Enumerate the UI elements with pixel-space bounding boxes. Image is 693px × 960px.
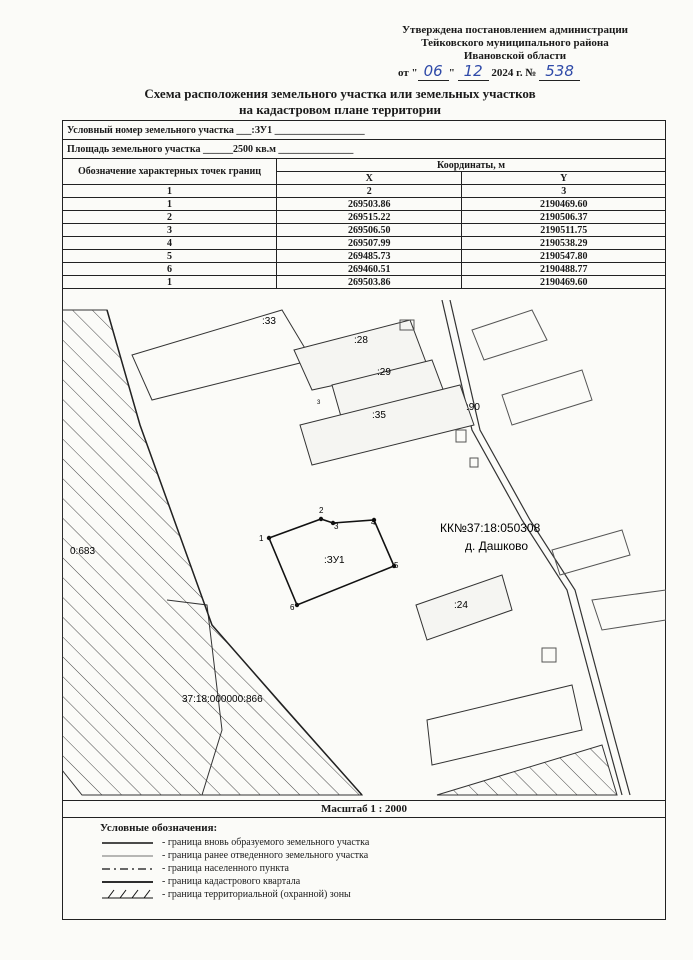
boundary-point bbox=[267, 536, 271, 540]
points-header: Обозначение характерных точек границ bbox=[63, 159, 277, 185]
approval-date-line bbox=[380, 62, 650, 80]
protection-zone-right-hatched bbox=[437, 745, 617, 795]
label-zone-866: 37:18:000000:866 bbox=[182, 694, 263, 705]
boundary-point bbox=[295, 603, 299, 607]
legend bbox=[100, 822, 370, 901]
settlement-line-icon bbox=[100, 862, 155, 875]
building-right-4 bbox=[592, 590, 666, 630]
legend-item bbox=[100, 836, 370, 849]
label-90: :90 bbox=[466, 402, 480, 413]
parcel-number-label: Условный номер земельного участка ___:ЗУ1 __________________ bbox=[63, 121, 666, 140]
point-cell: 2 bbox=[63, 211, 277, 224]
approval-block bbox=[380, 24, 650, 80]
point-cell: 3 bbox=[63, 224, 277, 237]
handwritten-number: 538 bbox=[539, 62, 580, 81]
title-line-2: на кадастровом плане территории bbox=[239, 102, 441, 117]
table-row bbox=[63, 224, 666, 237]
label-28: :28 bbox=[354, 335, 368, 346]
boundary-point bbox=[319, 517, 323, 521]
parcel-area-row bbox=[63, 140, 666, 159]
small-building bbox=[456, 430, 466, 442]
point-cell: 1 bbox=[63, 198, 277, 211]
x-header: X bbox=[277, 172, 462, 185]
map-scale: Масштаб 1 : 2000 bbox=[62, 800, 666, 818]
table-row bbox=[63, 250, 666, 263]
year-text: 2024 г. № bbox=[491, 67, 537, 79]
building-right-3 bbox=[552, 530, 630, 575]
point-label-2: 2 bbox=[319, 506, 324, 515]
x-cell: 269515.22 bbox=[277, 211, 462, 224]
new-parcel-line-icon bbox=[100, 836, 155, 849]
approval-line-1: Утверждена постановлением администрации bbox=[401, 24, 629, 36]
parcel-number-row bbox=[63, 121, 666, 140]
building-right-2 bbox=[502, 370, 592, 425]
label-33: :33 bbox=[262, 316, 276, 327]
col-num-1: 1 bbox=[63, 185, 277, 198]
coords-header: Координаты, м bbox=[277, 159, 666, 172]
legend-item bbox=[100, 888, 351, 901]
x-cell: 269485.73 bbox=[277, 250, 462, 263]
zone-hatch-icon bbox=[100, 888, 155, 901]
legend-item-text: - граница населенного пункта bbox=[162, 863, 289, 874]
x-cell: 269503.86 bbox=[277, 276, 462, 289]
legend-item bbox=[100, 862, 289, 875]
handwritten-day: 06 bbox=[418, 62, 449, 81]
legend-title: Условные обозначения: bbox=[100, 822, 218, 834]
column-number-row bbox=[63, 185, 666, 198]
table-row bbox=[63, 263, 666, 276]
table-row bbox=[63, 198, 666, 211]
point-cell: 6 bbox=[63, 263, 277, 276]
legend-item-text: - граница кадастрового квартала bbox=[162, 876, 301, 887]
label-29: :29 bbox=[377, 367, 391, 378]
date-mid: " bbox=[448, 67, 455, 79]
label-24: :24 bbox=[454, 600, 468, 611]
date-prefix: от " bbox=[398, 67, 418, 79]
y-cell: 2190538.29 bbox=[462, 237, 666, 250]
legend-item-text: - граница территориальной (охранной) зоны bbox=[162, 889, 351, 900]
x-cell: 269503.86 bbox=[277, 198, 462, 211]
table-row bbox=[63, 237, 666, 250]
parcel-bottom-right bbox=[427, 685, 582, 765]
y-cell: 2190488.77 bbox=[462, 263, 666, 276]
cadastral-map bbox=[62, 300, 666, 800]
label-misc: 3 bbox=[317, 400, 321, 406]
point-label-1: 1 bbox=[259, 534, 264, 543]
table-row bbox=[63, 276, 666, 289]
y-cell: 2190511.75 bbox=[462, 224, 666, 237]
quarter-line-icon bbox=[100, 875, 155, 888]
point-cell: 4 bbox=[63, 237, 277, 250]
label-683: 0:683 bbox=[70, 546, 96, 557]
legend-item-text: - граница ранее отведенного земельного участка bbox=[162, 850, 369, 861]
x-cell: 269506.50 bbox=[277, 224, 462, 237]
handwritten-month: 12 bbox=[458, 62, 489, 81]
point-label-6: 6 bbox=[290, 603, 295, 612]
legend-item-text: - граница вновь образуемого земельного участка bbox=[162, 837, 370, 848]
table-header-row bbox=[63, 159, 666, 172]
col-num-2: 2 bbox=[277, 185, 462, 198]
title-line-1: Схема расположения земельного участка или земельных участков bbox=[144, 86, 536, 101]
point-label-3: 3 bbox=[334, 522, 339, 531]
point-cell: 5 bbox=[63, 250, 277, 263]
x-cell: 269460.51 bbox=[277, 263, 462, 276]
legend-item bbox=[100, 849, 369, 862]
label-quarter-number: КК№37:18:050308 bbox=[440, 521, 541, 535]
y-cell: 2190469.60 bbox=[462, 198, 666, 211]
label-village: д. Дашково bbox=[465, 539, 529, 553]
point-label-4: 4 bbox=[371, 518, 376, 527]
approval-line-3: Ивановской области bbox=[463, 50, 567, 62]
small-building bbox=[542, 648, 556, 662]
building-right-1 bbox=[472, 310, 547, 360]
point-cell: 1 bbox=[63, 276, 277, 289]
y-cell: 2190469.60 bbox=[462, 276, 666, 289]
x-cell: 269507.99 bbox=[277, 237, 462, 250]
y-header: Y bbox=[462, 172, 666, 185]
legend-item bbox=[100, 875, 301, 888]
table-row bbox=[63, 211, 666, 224]
small-building bbox=[470, 458, 478, 467]
document-title bbox=[60, 86, 620, 118]
label-35: :35 bbox=[372, 410, 386, 421]
parcel-area-label: Площадь земельного участка ______2500 кв.м _______________ bbox=[63, 140, 666, 159]
col-num-3: 3 bbox=[462, 185, 666, 198]
y-cell: 2190506.37 bbox=[462, 211, 666, 224]
label-zu1: :ЗУ1 bbox=[324, 555, 345, 566]
y-cell: 2190547.80 bbox=[462, 250, 666, 263]
point-label-5: 5 bbox=[394, 561, 399, 570]
approval-line-2: Тейковского муниципального района bbox=[421, 37, 609, 49]
coordinates-table bbox=[62, 120, 666, 289]
parcel-33 bbox=[132, 310, 312, 400]
existing-parcel-line-icon bbox=[100, 849, 155, 862]
